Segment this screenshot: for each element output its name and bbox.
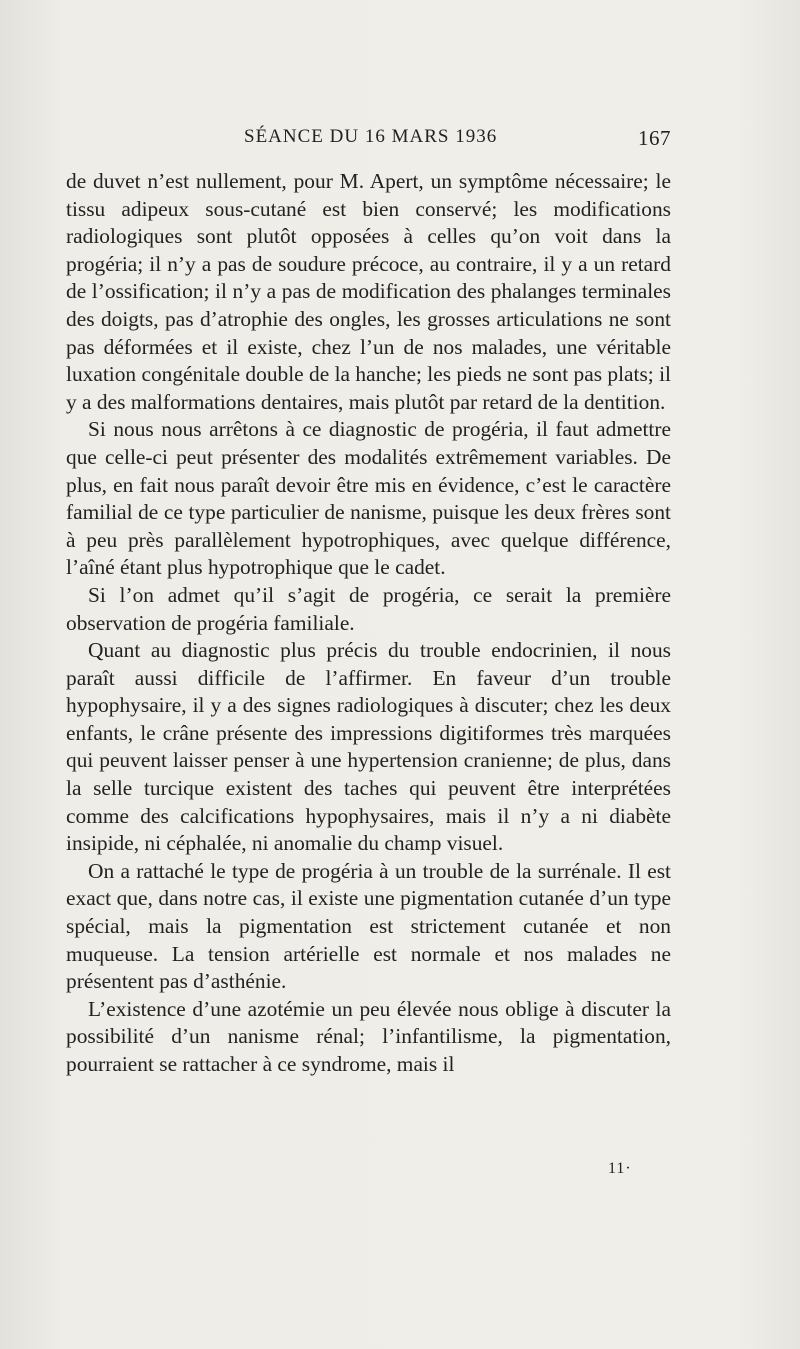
- paragraph: L’existence d’une azotémie un peu élevée nous oblige à discuter la possibilité d’un nanisme rénal; l’infantilisme, la pigmentation, pourraient se rattacher à ce syndrome, mais il: [66, 996, 671, 1076]
- paragraph: Si l’on admet qu’il s’agit de progéria, ce serait la première observation de progéria familiale.: [66, 582, 671, 635]
- signature-mark: 11·: [608, 1160, 632, 1177]
- paragraph: Quant au diagnostic plus précis du trouble endocrinien, il nous paraît aussi difficile de l’affirmer. En faveur d’un trouble hypophysaire, il y a des signes radiologiques à discuter; chez les deux enfants, le crâne présente des impressions digitiformes très marquées qui peuvent laisser penser à une hypertension cranienne; de plus, dans la selle turcique existent des taches qui peuvent être interprétées comme des calcifications hypophysaires, mais il n’y a ni diabète insipide, ni céphalée, ni anomalie du champ visuel.: [66, 638, 671, 856]
- paragraph: de duvet n’est nullement, pour M. Apert, un symptôme nécessaire; le tissu adipeux sous-cutané est bien conservé; les modifications radiologiques sont plutôt opposées à celles qu’on voit dans la progéria; il n’y a pas de soudure précoce, au contraire, il y a un retard de l’ossification; il n’y a pas de modification des phalanges terminales des doigts, pas d’atrophie des ongles, les grosses articulations ne sont pas déformées et il existe, chez l’un de nos malades, une véritable luxation congénitale double de la hanche; les pieds ne sont pas plats; il y a des malformations dentaires, mais plutôt par retard de la dentition.: [66, 169, 671, 414]
- running-title: SÉANCE DU 16 MARS 1936: [244, 126, 498, 147]
- paragraph: Si nous nous arrêtons à ce diagnostic de progéria, il faut admettre que celle-ci peut présenter des modalités extrêmement variables. De plus, en fait nous paraît devoir être mis en évidence, c’est le caractère familial de ce type particulier de nanisme, puisque les deux frères sont à peu près parallèlement hypotrophiques, avec quelque différence, l’aîné étant plus hypotrophique que le cadet.: [66, 417, 671, 580]
- page-number: 167: [638, 126, 671, 150]
- body-text: [66, 168, 671, 1079]
- running-head: [66, 126, 671, 156]
- paragraph: On a rattaché le type de progéria à un trouble de la surrénale. Il est exact que, dans notre cas, il existe une pigmentation cutanée d’un type spécial, mais la pigmentation est strictement cutanée et non muqueuse. La tension artérielle est normale et nos malades ne présentent pas d’asthénie.: [66, 858, 671, 994]
